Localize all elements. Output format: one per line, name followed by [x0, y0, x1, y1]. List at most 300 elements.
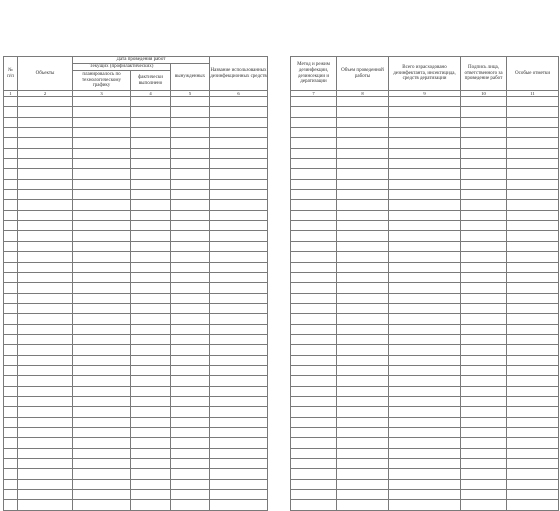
table-row	[291, 231, 559, 241]
table-cell	[73, 210, 131, 220]
table-row	[291, 200, 559, 210]
table-cell	[291, 231, 337, 241]
header-current-preventive: Текущих (профилактических)	[73, 64, 171, 71]
table-cell	[507, 490, 559, 500]
table-row	[291, 459, 559, 469]
table-cell	[131, 200, 171, 210]
table-cell	[461, 314, 507, 324]
table-cell	[507, 303, 559, 313]
table-cell	[18, 334, 73, 344]
table-cell	[171, 262, 210, 272]
table-cell	[210, 438, 268, 448]
table-cell	[4, 438, 18, 448]
table-row	[291, 386, 559, 396]
table-cell	[73, 324, 131, 334]
table-cell	[4, 210, 18, 220]
table-cell	[171, 490, 210, 500]
table-cell	[73, 293, 131, 303]
table-cell	[337, 396, 389, 406]
table-cell	[18, 376, 73, 386]
table-cell	[18, 303, 73, 313]
table-row	[291, 138, 559, 148]
table-cell	[291, 438, 337, 448]
table-cell	[73, 303, 131, 313]
table-cell	[461, 407, 507, 417]
table-cell	[461, 138, 507, 148]
table-cell	[73, 345, 131, 355]
table-cell	[171, 159, 210, 169]
table-cell	[337, 459, 389, 469]
table-cell	[337, 303, 389, 313]
table-row	[291, 345, 559, 355]
table-cell	[4, 428, 18, 438]
table-cell	[4, 200, 18, 210]
table-cell	[18, 231, 73, 241]
table-cell	[389, 324, 461, 334]
table-cell	[4, 479, 18, 489]
table-row	[4, 345, 268, 355]
table-cell	[337, 438, 389, 448]
table-cell	[4, 190, 18, 200]
column-number: 3	[73, 91, 131, 97]
table-cell	[507, 190, 559, 200]
table-cell	[389, 210, 461, 220]
table-row	[291, 448, 559, 458]
table-cell	[507, 241, 559, 251]
table-cell	[291, 241, 337, 251]
table-cell	[18, 396, 73, 406]
table-cell	[18, 272, 73, 282]
table-cell	[131, 148, 171, 158]
table-row	[4, 459, 268, 469]
table-cell	[210, 303, 268, 313]
table-cell	[18, 428, 73, 438]
table-cell	[461, 148, 507, 158]
table-row	[4, 376, 268, 386]
table-cell	[507, 179, 559, 189]
table-row	[291, 221, 559, 231]
table-cell	[18, 417, 73, 427]
table-cell	[4, 303, 18, 313]
table-cell	[291, 190, 337, 200]
table-cell	[507, 200, 559, 210]
table-cell	[291, 138, 337, 148]
table-cell	[171, 469, 210, 479]
table-row	[4, 231, 268, 241]
table-row	[4, 117, 268, 127]
table-cell	[4, 355, 18, 365]
table-cell	[389, 283, 461, 293]
table-cell	[171, 221, 210, 231]
table-cell	[337, 97, 389, 107]
table-cell	[210, 334, 268, 344]
table-cell	[73, 107, 131, 117]
table-cell	[461, 221, 507, 231]
table-cell	[337, 386, 389, 396]
table-row	[4, 334, 268, 344]
table-row	[4, 283, 268, 293]
table-cell	[291, 500, 337, 510]
table-cell	[461, 438, 507, 448]
table-cell	[73, 283, 131, 293]
table-cell	[507, 252, 559, 262]
table-cell	[461, 200, 507, 210]
table-cell	[73, 376, 131, 386]
table-cell	[4, 97, 18, 107]
table-cell	[291, 417, 337, 427]
table-row	[4, 169, 268, 179]
table-cell	[337, 479, 389, 489]
table-cell	[291, 365, 337, 375]
table-cell	[507, 117, 559, 127]
table-row	[4, 128, 268, 138]
table-cell	[171, 396, 210, 406]
table-cell	[73, 355, 131, 365]
table-cell	[4, 334, 18, 344]
column-number: 2	[18, 91, 73, 97]
table-cell	[337, 314, 389, 324]
table-cell	[507, 293, 559, 303]
table-cell	[210, 469, 268, 479]
table-cell	[131, 169, 171, 179]
table-cell	[131, 252, 171, 262]
table-cell	[461, 210, 507, 220]
table-cell	[131, 479, 171, 489]
table-cell	[73, 500, 131, 510]
table-row	[4, 469, 268, 479]
table-cell	[171, 210, 210, 220]
table-cell	[210, 148, 268, 158]
table-cell	[507, 283, 559, 293]
table-cell	[389, 138, 461, 148]
table-row	[291, 355, 559, 365]
table-cell	[291, 303, 337, 313]
table-cell	[171, 97, 210, 107]
table-cell	[210, 252, 268, 262]
table-cell	[291, 334, 337, 344]
table-cell	[210, 376, 268, 386]
table-cell	[73, 396, 131, 406]
table-cell	[389, 448, 461, 458]
table-cell	[461, 169, 507, 179]
table-cell	[337, 231, 389, 241]
table-cell	[291, 407, 337, 417]
table-row	[4, 159, 268, 169]
table-cell	[131, 469, 171, 479]
table-cell	[131, 428, 171, 438]
table-cell	[171, 128, 210, 138]
table-cell	[171, 386, 210, 396]
table-cell	[73, 190, 131, 200]
table-cell	[18, 314, 73, 324]
table-row	[291, 479, 559, 489]
table-cell	[4, 272, 18, 282]
table-cell	[131, 128, 171, 138]
table-row	[291, 407, 559, 417]
table-cell	[389, 190, 461, 200]
table-row	[4, 241, 268, 251]
table-cell	[18, 365, 73, 375]
table-cell	[4, 107, 18, 117]
table-row	[291, 159, 559, 169]
table-cell	[210, 190, 268, 200]
table-cell	[461, 128, 507, 138]
table-cell	[291, 210, 337, 220]
table-cell	[210, 283, 268, 293]
table-cell	[171, 324, 210, 334]
table-cell	[337, 128, 389, 138]
table-cell	[4, 376, 18, 386]
table-cell	[18, 159, 73, 169]
table-cell	[461, 283, 507, 293]
table-row	[4, 138, 268, 148]
table-cell	[131, 293, 171, 303]
table-row	[291, 293, 559, 303]
left-journal-table	[3, 56, 268, 511]
table-cell	[171, 272, 210, 282]
column-number: 5	[171, 91, 210, 97]
header-forced: вынужденных	[171, 64, 210, 91]
table-cell	[389, 417, 461, 427]
table-cell	[171, 107, 210, 117]
table-cell	[18, 438, 73, 448]
table-cell	[291, 283, 337, 293]
table-cell	[337, 200, 389, 210]
table-cell	[73, 459, 131, 469]
table-row	[4, 479, 268, 489]
table-cell	[18, 241, 73, 251]
table-row	[291, 283, 559, 293]
table-row	[291, 324, 559, 334]
table-cell	[4, 221, 18, 231]
table-cell	[4, 262, 18, 272]
table-cell	[461, 97, 507, 107]
table-cell	[4, 128, 18, 138]
table-cell	[18, 324, 73, 334]
table-cell	[171, 345, 210, 355]
table-cell	[291, 179, 337, 189]
table-cell	[4, 324, 18, 334]
table-cell	[389, 231, 461, 241]
table-cell	[18, 355, 73, 365]
table-cell	[210, 490, 268, 500]
table-cell	[171, 117, 210, 127]
table-cell	[337, 490, 389, 500]
header-work-date: Дата проведения работ	[73, 57, 210, 64]
table-cell	[4, 345, 18, 355]
table-cell	[389, 293, 461, 303]
table-cell	[291, 376, 337, 386]
table-cell	[18, 386, 73, 396]
table-cell	[210, 428, 268, 438]
table-row	[4, 314, 268, 324]
table-cell	[131, 159, 171, 169]
table-cell	[507, 407, 559, 417]
table-cell	[171, 417, 210, 427]
table-cell	[291, 117, 337, 127]
table-cell	[461, 479, 507, 489]
table-cell	[18, 283, 73, 293]
table-cell	[73, 469, 131, 479]
table-cell	[131, 376, 171, 386]
table-cell	[507, 469, 559, 479]
table-cell	[171, 303, 210, 313]
table-row	[291, 148, 559, 158]
table-cell	[461, 293, 507, 303]
table-cell	[461, 459, 507, 469]
table-cell	[131, 438, 171, 448]
table-row	[4, 438, 268, 448]
table-cell	[171, 365, 210, 375]
table-cell	[337, 407, 389, 417]
table-cell	[171, 448, 210, 458]
table-row	[4, 303, 268, 313]
table-cell	[337, 365, 389, 375]
table-cell	[389, 314, 461, 324]
table-cell	[461, 355, 507, 365]
table-cell	[291, 293, 337, 303]
table-cell	[291, 479, 337, 489]
table-cell	[4, 365, 18, 375]
table-cell	[337, 324, 389, 334]
table-cell	[389, 272, 461, 282]
table-cell	[18, 138, 73, 148]
table-cell	[171, 231, 210, 241]
table-cell	[337, 179, 389, 189]
table-cell	[389, 252, 461, 262]
table-cell	[131, 97, 171, 107]
table-cell	[389, 345, 461, 355]
table-cell	[73, 438, 131, 448]
table-row	[291, 179, 559, 189]
table-row	[291, 365, 559, 375]
table-cell	[461, 448, 507, 458]
table-cell	[291, 490, 337, 500]
right-journal-table	[290, 56, 559, 511]
table-cell	[171, 283, 210, 293]
table-cell	[507, 262, 559, 272]
table-row	[291, 117, 559, 127]
table-cell	[131, 386, 171, 396]
table-row	[291, 303, 559, 313]
table-cell	[337, 428, 389, 438]
table-row	[291, 252, 559, 262]
header-volume: Объем проведенной работы	[337, 57, 389, 91]
table-row	[4, 293, 268, 303]
table-row	[291, 314, 559, 324]
table-row	[4, 407, 268, 417]
table-cell	[210, 179, 268, 189]
table-cell	[210, 159, 268, 169]
table-cell	[337, 148, 389, 158]
table-cell	[461, 324, 507, 334]
table-cell	[389, 200, 461, 210]
table-cell	[18, 500, 73, 510]
table-row	[4, 448, 268, 458]
table-cell	[18, 97, 73, 107]
table-cell	[507, 428, 559, 438]
table-cell	[461, 190, 507, 200]
table-cell	[4, 490, 18, 500]
table-cell	[337, 272, 389, 282]
table-cell	[73, 231, 131, 241]
table-cell	[131, 210, 171, 220]
table-cell	[389, 303, 461, 313]
table-cell	[337, 355, 389, 365]
table-cell	[18, 148, 73, 158]
table-cell	[507, 438, 559, 448]
table-cell	[461, 179, 507, 189]
table-row	[291, 428, 559, 438]
table-cell	[337, 210, 389, 220]
table-cell	[389, 241, 461, 251]
table-row	[4, 386, 268, 396]
table-cell	[291, 97, 337, 107]
table-cell	[210, 210, 268, 220]
table-cell	[171, 407, 210, 417]
table-cell	[73, 386, 131, 396]
table-cell	[73, 417, 131, 427]
table-cell	[389, 159, 461, 169]
table-cell	[73, 428, 131, 438]
table-cell	[18, 128, 73, 138]
table-cell	[389, 97, 461, 107]
table-cell	[461, 500, 507, 510]
table-cell	[4, 138, 18, 148]
table-cell	[389, 148, 461, 158]
column-number: 11	[507, 91, 559, 97]
table-cell	[389, 438, 461, 448]
table-cell	[210, 417, 268, 427]
table-cell	[461, 159, 507, 169]
table-row	[4, 200, 268, 210]
table-cell	[210, 138, 268, 148]
table-cell	[337, 159, 389, 169]
table-cell	[131, 345, 171, 355]
table-cell	[73, 490, 131, 500]
table-cell	[461, 262, 507, 272]
table-cell	[507, 345, 559, 355]
table-cell	[507, 272, 559, 282]
table-cell	[337, 334, 389, 344]
table-cell	[291, 169, 337, 179]
table-cell	[4, 469, 18, 479]
table-cell	[171, 200, 210, 210]
table-row	[291, 128, 559, 138]
table-cell	[73, 128, 131, 138]
table-row	[4, 97, 268, 107]
table-row	[291, 396, 559, 406]
table-cell	[389, 386, 461, 396]
table-row	[4, 355, 268, 365]
table-cell	[171, 428, 210, 438]
table-cell	[210, 479, 268, 489]
table-cell	[210, 345, 268, 355]
table-cell	[337, 117, 389, 127]
table-cell	[337, 293, 389, 303]
table-cell	[131, 459, 171, 469]
header-total-used: Всего израсходовано дезинфектанта, инсектицида, средств дератизации	[389, 57, 461, 91]
table-cell	[291, 396, 337, 406]
table-cell	[291, 262, 337, 272]
column-number: 6	[210, 91, 268, 97]
table-cell	[461, 334, 507, 344]
header-signature: Подпись лица, ответственного за проведение работ	[461, 57, 507, 91]
table-cell	[507, 355, 559, 365]
column-number: 1	[4, 91, 18, 97]
table-cell	[131, 407, 171, 417]
table-cell	[131, 221, 171, 231]
